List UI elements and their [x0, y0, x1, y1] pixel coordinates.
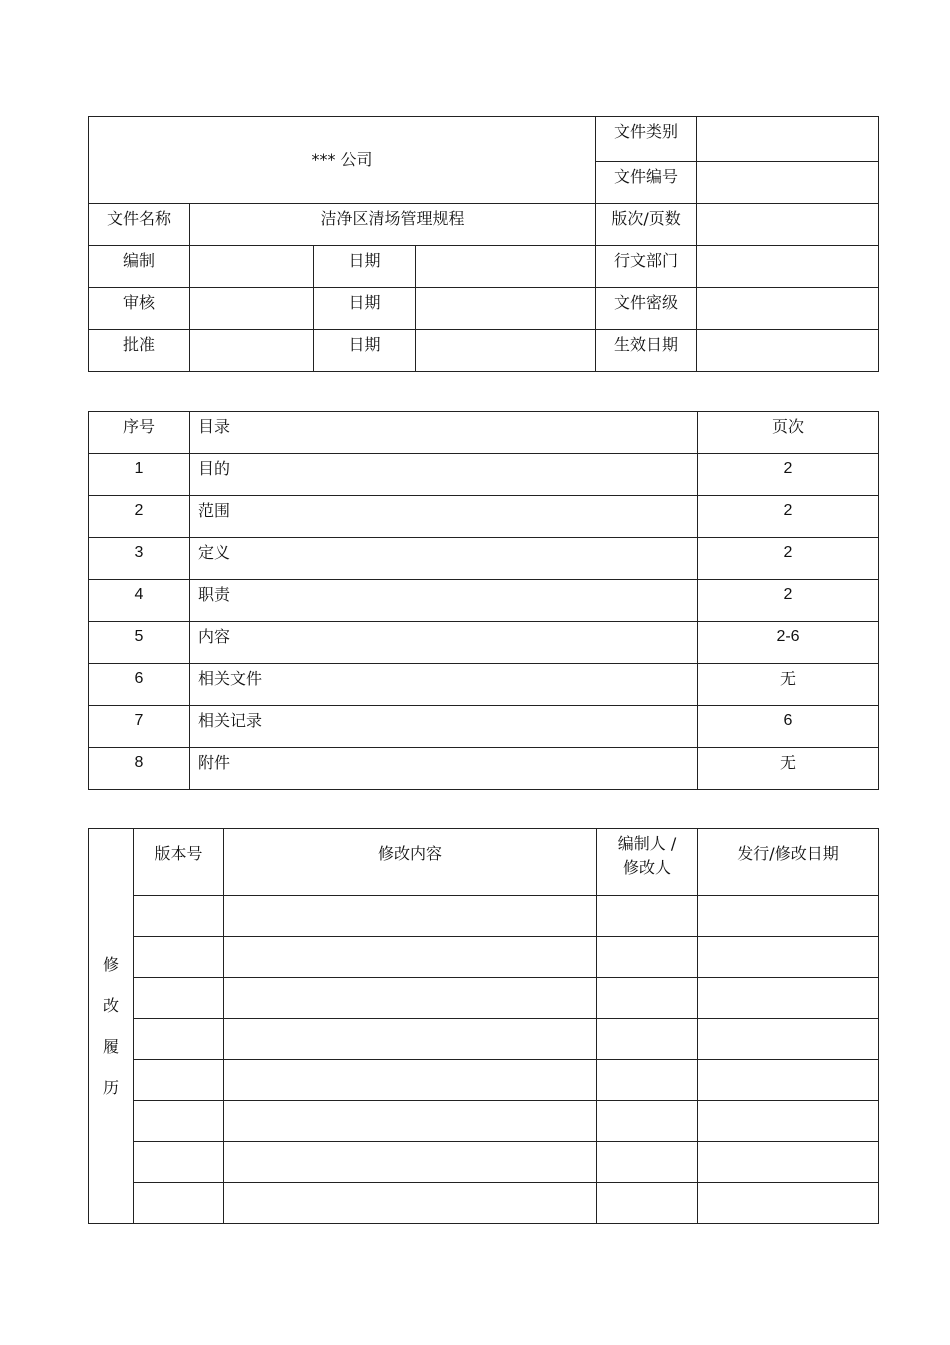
reviewed-value	[190, 288, 314, 330]
rev-header-version: 版本号	[134, 829, 224, 896]
reviewed-date-value	[416, 288, 596, 330]
table-row	[89, 580, 879, 622]
company-name-cell	[89, 117, 596, 204]
prepared-date-label: 日期	[314, 246, 416, 288]
toc-page: 无	[698, 748, 879, 790]
toc-page: 2	[698, 580, 879, 622]
toc-page: 2	[698, 538, 879, 580]
toc-header-page: 页次	[698, 412, 879, 454]
toc-title: 相关记录	[190, 706, 698, 748]
company-name: *** 公司	[311, 150, 373, 169]
table-row	[89, 1060, 879, 1101]
rev-cell	[224, 1101, 597, 1142]
table-row	[89, 1142, 879, 1183]
toc-no: 1	[89, 454, 190, 496]
approved-date-label: 日期	[314, 330, 416, 372]
revision-side-char: 历	[102, 1078, 119, 1097]
revision-side-char: 履	[102, 1037, 119, 1056]
rev-cell	[597, 1019, 698, 1060]
rev-header-date: 发行/修改日期	[698, 829, 879, 896]
reviewed-label: 审核	[89, 288, 190, 330]
approved-date-value	[416, 330, 596, 372]
rev-cell	[698, 1183, 879, 1224]
rev-cell	[698, 937, 879, 978]
toc-title: 附件	[190, 748, 698, 790]
table-row	[89, 937, 879, 978]
table-row	[89, 896, 879, 937]
rev-cell	[224, 937, 597, 978]
toc-header-title: 目录	[190, 412, 698, 454]
toc-title: 范围	[190, 496, 698, 538]
prepared-value	[190, 246, 314, 288]
toc-header-no: 序号	[89, 412, 190, 454]
rev-cell	[224, 1183, 597, 1224]
rev-cell	[224, 1142, 597, 1183]
effective-date-label: 生效日期	[596, 330, 697, 372]
rev-cell	[698, 1060, 879, 1101]
rev-header-editor	[597, 829, 698, 896]
table-row	[89, 1183, 879, 1224]
approved-label: 批准	[89, 330, 190, 372]
rev-header-editor-line1: 编制人 /	[617, 834, 677, 853]
rev-cell	[698, 1142, 879, 1183]
table-row	[89, 538, 879, 580]
rev-cell	[134, 1142, 224, 1183]
toc-no: 4	[89, 580, 190, 622]
rev-cell	[597, 1142, 698, 1183]
issuing-dept-value	[697, 246, 879, 288]
rev-cell	[597, 896, 698, 937]
rev-cell	[134, 978, 224, 1019]
rev-cell	[134, 1060, 224, 1101]
table-row	[89, 706, 879, 748]
toc-title: 内容	[190, 622, 698, 664]
rev-cell	[597, 1060, 698, 1101]
doc-number-label: 文件编号	[596, 162, 697, 204]
revision-side-char: 改	[102, 996, 119, 1015]
toc-no: 6	[89, 664, 190, 706]
table-of-contents	[88, 411, 879, 790]
prepared-label: 编制	[89, 246, 190, 288]
toc-page: 2	[698, 496, 879, 538]
category-value	[697, 117, 879, 162]
rev-cell	[224, 1060, 597, 1101]
rev-cell	[698, 896, 879, 937]
table-row	[89, 1019, 879, 1060]
toc-no: 8	[89, 748, 190, 790]
table-row	[89, 978, 879, 1019]
version-pages-value	[697, 204, 879, 246]
rev-cell	[597, 978, 698, 1019]
rev-cell	[597, 1183, 698, 1224]
toc-title: 相关文件	[190, 664, 698, 706]
rev-cell	[698, 1101, 879, 1142]
rev-header-content: 修改内容	[224, 829, 597, 896]
document-header-table	[88, 116, 879, 372]
rev-header-editor-line2: 修改人	[622, 858, 671, 877]
confidentiality-value	[697, 288, 879, 330]
reviewed-date-label: 日期	[314, 288, 416, 330]
toc-no: 5	[89, 622, 190, 664]
table-row	[89, 496, 879, 538]
toc-page: 2-6	[698, 622, 879, 664]
rev-cell	[224, 978, 597, 1019]
rev-cell	[224, 896, 597, 937]
rev-cell	[597, 937, 698, 978]
toc-page: 6	[698, 706, 879, 748]
toc-title: 职责	[190, 580, 698, 622]
toc-no: 3	[89, 538, 190, 580]
doc-name-value: 洁净区清场管理规程	[190, 204, 596, 246]
approved-value	[190, 330, 314, 372]
toc-title: 目的	[190, 454, 698, 496]
table-row	[89, 622, 879, 664]
toc-no: 7	[89, 706, 190, 748]
rev-cell	[134, 1019, 224, 1060]
prepared-date-value	[416, 246, 596, 288]
rev-cell	[134, 937, 224, 978]
table-row	[89, 1101, 879, 1142]
table-row	[89, 748, 879, 790]
toc-page: 2	[698, 454, 879, 496]
doc-number-value	[697, 162, 879, 204]
doc-name-label: 文件名称	[89, 204, 190, 246]
rev-cell	[134, 1183, 224, 1224]
rev-cell	[698, 978, 879, 1019]
table-row	[89, 664, 879, 706]
revision-history-table	[88, 828, 879, 1224]
toc-no: 2	[89, 496, 190, 538]
issuing-dept-label: 行文部门	[596, 246, 697, 288]
version-pages-label: 版次/页数	[596, 204, 697, 246]
revision-side-char: 修	[102, 955, 119, 974]
category-label: 文件类别	[596, 117, 697, 162]
confidentiality-label: 文件密级	[596, 288, 697, 330]
rev-cell	[134, 1101, 224, 1142]
table-row	[89, 454, 879, 496]
rev-cell	[597, 1101, 698, 1142]
toc-page: 无	[698, 664, 879, 706]
rev-cell	[134, 896, 224, 937]
rev-cell	[224, 1019, 597, 1060]
rev-cell	[698, 1019, 879, 1060]
revision-side-label	[89, 829, 134, 1224]
toc-title: 定义	[190, 538, 698, 580]
effective-date-value	[697, 330, 879, 372]
